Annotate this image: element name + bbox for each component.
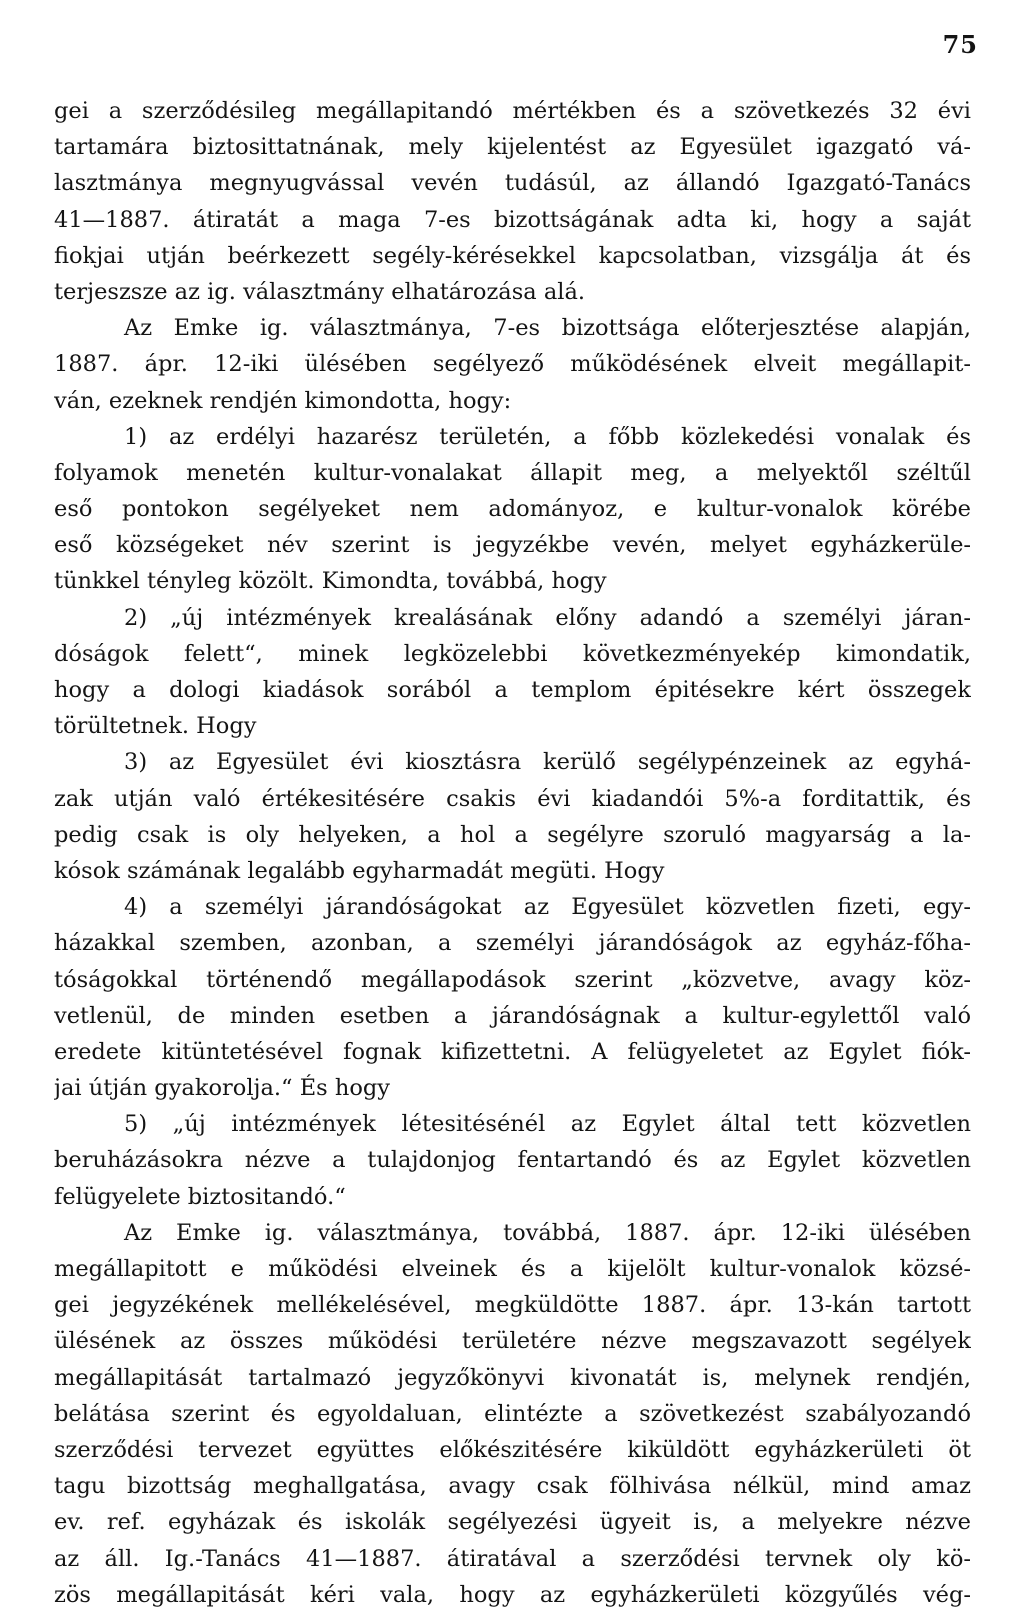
text-line: ülésének az összes működési területére nézve megszavazott segélyek: [54, 1328, 971, 1355]
text-line: hogy a dologi kiadások sorából a templom épitésekre kért összegek: [54, 677, 971, 703]
text-line: 41—1887. átiratát a maga 7-es bizottságának adta ki, hogy a saját: [54, 206, 971, 233]
text-line: tünkkel tényleg közölt. Kimondta, továbbá, hogy: [54, 568, 607, 595]
text-line: eső pontokon segélyeket nem adományoz, e kultur-vonalok körébe: [54, 496, 971, 523]
text-line: az áll. Ig.-Tanács 41—1887. átiratával a szerződési tervnek oly kö-: [54, 1545, 971, 1572]
text-line: Az Emke ig. választmánya, 7-es bizottsága előterjesztése alapján,: [124, 315, 971, 342]
text-line: 3) az Egyesület évi kiosztásra kerülő segélypénzeinek az egyhá-: [124, 749, 971, 776]
text-line: 4) a személyi járandóságokat az Egyesület közvetlen fizeti, egy-: [124, 894, 971, 921]
text-line: 2) „új intézmények krealásának előny adandó a személyi járan-: [124, 604, 971, 631]
text-line: felügyelete biztositandó.“: [54, 1183, 346, 1210]
text-line: törültetnek. Hogy: [54, 713, 257, 740]
text-line: házakkal szemben, azonban, a személyi járandóságok az egyház-főha-: [54, 930, 971, 957]
text-line: szerződési tervezet együttes előkészitésére kiküldött egyházkerületi öt: [54, 1436, 971, 1463]
text-line: vetlenül, de minden esetben a járandóságnak a kultur-egylettől való: [54, 1002, 971, 1029]
page-number: 75: [942, 30, 978, 59]
text-line: lasztmánya megnyugvással vevén tudásúl, az állandó Igazgató-Tanács: [54, 170, 971, 197]
text-line: folyamok menetén kultur-vonalakat állapit meg, a melyektől széltűl: [54, 459, 971, 486]
text-line: zös megállapitását kéri vala, hogy az egyházkerületi közgyűlés vég-: [54, 1581, 971, 1608]
text-line: 5) „új intézmények létesitésénél az Egylet által tett közvetlen: [124, 1111, 971, 1138]
text-line: beruházásokra nézve a tulajdonjog fentartandó és az Egylet közvetlen: [54, 1147, 971, 1174]
text-line: kósok számának legalább egyharmadát megüti. Hogy: [54, 857, 665, 884]
text-line: megállapitott e működési elveinek és a kijelölt kultur-vonalok közsé-: [54, 1256, 971, 1282]
text-line: belátása szerint és egyoldaluan, elintézte a szövetkezést szabályozandó: [54, 1400, 971, 1427]
text-line: tartamára biztosittatnának, mely kijelentést az Egyesület igazgató vá-: [54, 134, 971, 161]
text-line: tagu bizottság meghallgatása, avagy csak fölhivása nélkül, mind amaz: [54, 1473, 971, 1500]
text-line: eredete kitüntetésével fognak kifizettetni. A felügyeletet az Egylet fiók-: [54, 1038, 971, 1065]
text-line: 1) az erdélyi hazarész területén, a főbb közlekedési vonalak és: [124, 423, 971, 450]
text-line: Az Emke ig. választmánya, továbbá, 1887. ápr. 12-iki ülésében: [124, 1219, 971, 1246]
text-line: ev. ref. egyházak és iskolák segélyezési ügyeit is, a melyekre nézve: [54, 1509, 971, 1536]
text-line: gei jegyzékének mellékelésével, megküldötte 1887. ápr. 13-kán tartott: [54, 1292, 971, 1319]
text-line: tóságokkal történendő megállapodások szerint „közvetve, avagy köz-: [54, 966, 971, 993]
text-line: gei a szerződésileg megállapitandó mértékben és a szövetkezés 32 évi: [54, 98, 971, 124]
text-line: fiokjai utján beérkezett segély-kérésekkel kapcsolatban, vizsgálja át és: [54, 242, 971, 269]
text-line: terjeszsze az ig. választmány elhatározása alá.: [54, 278, 586, 305]
body-text: [54, 93, 971, 1613]
text-line: jai útján gyakorolja.“ És hogy: [54, 1075, 390, 1102]
text-line: ván, ezeknek rendjén kimondotta, hogy:: [54, 387, 512, 414]
text-line: 1887. ápr. 12-iki ülésében segélyező működésének elveit megállapit-: [54, 351, 971, 378]
text-line: megállapitását tartalmazó jegyzőkönyvi kivonatát is, melynek rendjén,: [54, 1364, 971, 1391]
text-line: zak utján való értékesitésére csakis évi kiadandói 5%-a forditattik, és: [54, 785, 971, 812]
text-line: eső községeket név szerint is jegyzékbe vevén, melyet egyházkerüle-: [54, 532, 971, 559]
text-line: dóságok felett“, minek legközelebbi következményekép kimondatik,: [54, 640, 971, 667]
text-line: pedig csak is oly helyeken, a hol a segélyre szoruló magyarság a la-: [54, 821, 971, 848]
